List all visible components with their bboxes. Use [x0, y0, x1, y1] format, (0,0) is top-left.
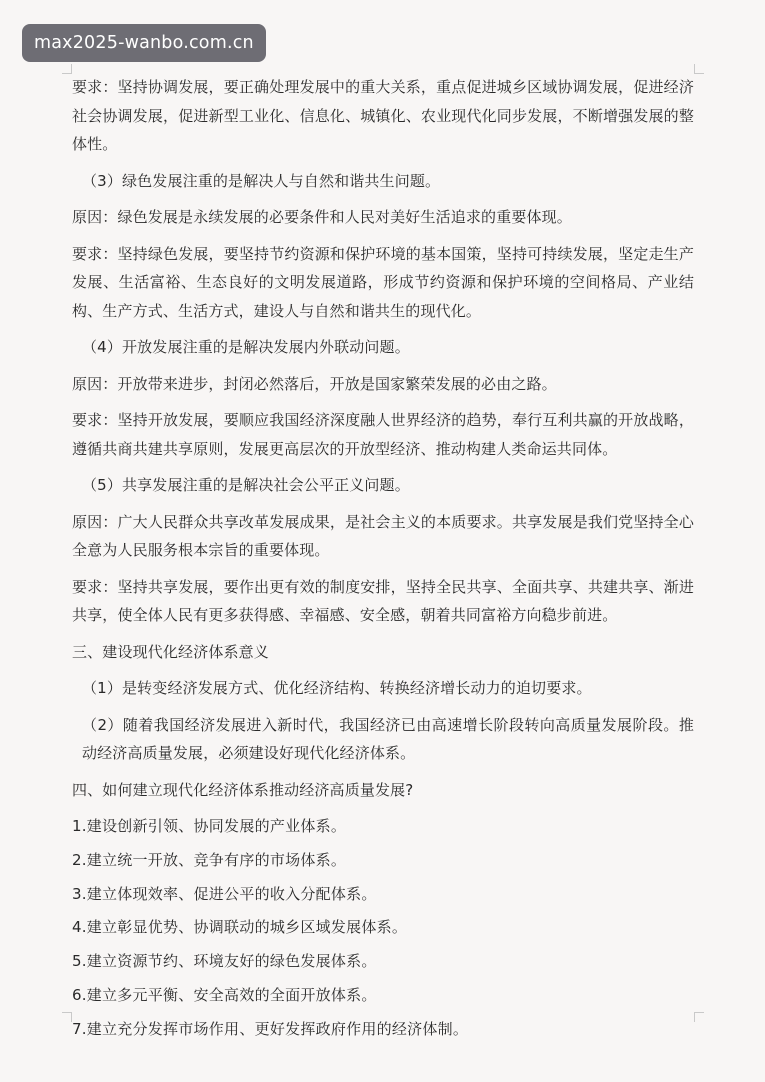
watermark-label: max2025-wanbo.com.cn: [22, 24, 266, 62]
list-item: 7.建立充分发挥市场作用、更好发挥政府作用的经济体制。: [72, 1019, 469, 1038]
paragraph-open-reason: 原因：开放带来进步，封闭必然落后，开放是国家繁荣发展的必由之路。: [72, 374, 557, 393]
list-item: 4.建立彰显优势、协调联动的城乡区域发展体系。: [72, 918, 408, 937]
page-corner-mark: [62, 64, 72, 74]
paragraph-shared-heading: （5）共享发展注重的是解决社会公平正义问题。: [82, 476, 410, 494]
list-item: 2.建立统一开放、竞争有序的市场体系。: [72, 850, 347, 869]
section-heading-how-to-build: 四、如何建立现代化经济体系推动经济高质量发展?: [72, 780, 414, 799]
page-corner-mark: [62, 1012, 72, 1022]
paragraph-shared-reason: 原因：广大人民群众共享改革发展成果，是社会主义的本质要求。共享发展是我们党坚持全心全意为人民服务根本宗旨的重要体现。: [72, 512, 694, 559]
paragraph-significance-1: （1）是转变经济发展方式、优化经济结构、转换经济增长动力的迫切要求。: [82, 679, 592, 697]
page-corner-mark: [694, 64, 704, 74]
paragraph-green-requirement: 要求：坚持绿色发展，要坚持节约资源和保护环境的基本国策，坚持可持续发展，坚定走生产发展、生活富裕、生态良好的文明发展道路，形成节约资源和保护环境的空间格局、产业结构、生产方式、生活方式，建设人与自然和谐共生的现代化。: [72, 244, 694, 320]
paragraph-open-heading: （4）开放发展注重的是解决发展内外联动问题。: [82, 338, 410, 356]
section-heading-significance: 三、建设现代化经济体系意义: [72, 642, 269, 661]
paragraph-green-reason: 原因：绿色发展是永续发展的必要条件和人民对美好生活追求的重要体现。: [72, 208, 572, 226]
paragraph-significance-2: （2）随着我国经济发展进入新时代，我国经济已由高速增长阶段转向高质量发展阶段。推动经济高质量发展，必须建设好现代化经济体系。: [82, 715, 694, 762]
paragraph-shared-requirement: 要求：坚持共享发展，要作出更有效的制度安排，坚持全民共享、全面共享、共建共享、渐进共享，使全体人民有更多获得感、幸福感、安全感，朝着共同富裕方向稳步前进。: [72, 577, 694, 624]
paragraph-green-heading: （3）绿色发展注重的是解决人与自然和谐共生问题。: [82, 171, 441, 190]
list-item: 6.建立多元平衡、安全高效的全面开放体系。: [72, 985, 377, 1004]
paragraph-open-requirement: 要求：坚持开放发展，要顺应我国经济深度融人世界经济的趋势，奉行互利共赢的开放战略，遵循共商共建共享原则，发展更高层次的开放型经济、推动构建人类命运共同体。: [72, 411, 694, 458]
list-item: 5.建立资源节约、环境友好的绿色发展体系。: [72, 952, 377, 971]
list-item: 3.建立体现效率、促进公平的收入分配体系。: [72, 884, 377, 903]
paragraph-coordinated-requirement: 要求：坚持协调发展，要正确处理发展中的重大关系，重点促进城乡区域协调发展，促进经济社会协调发展，促进新型工业化、信息化、城镇化、农业现代化同步发展，不断增强发展的整体性。: [72, 78, 694, 153]
system-list: [72, 812, 694, 1043]
list-item: 1.建设创新引领、协同发展的产业体系。: [72, 817, 347, 835]
page-corner-mark: [694, 1012, 704, 1022]
document-body: [72, 73, 694, 1049]
